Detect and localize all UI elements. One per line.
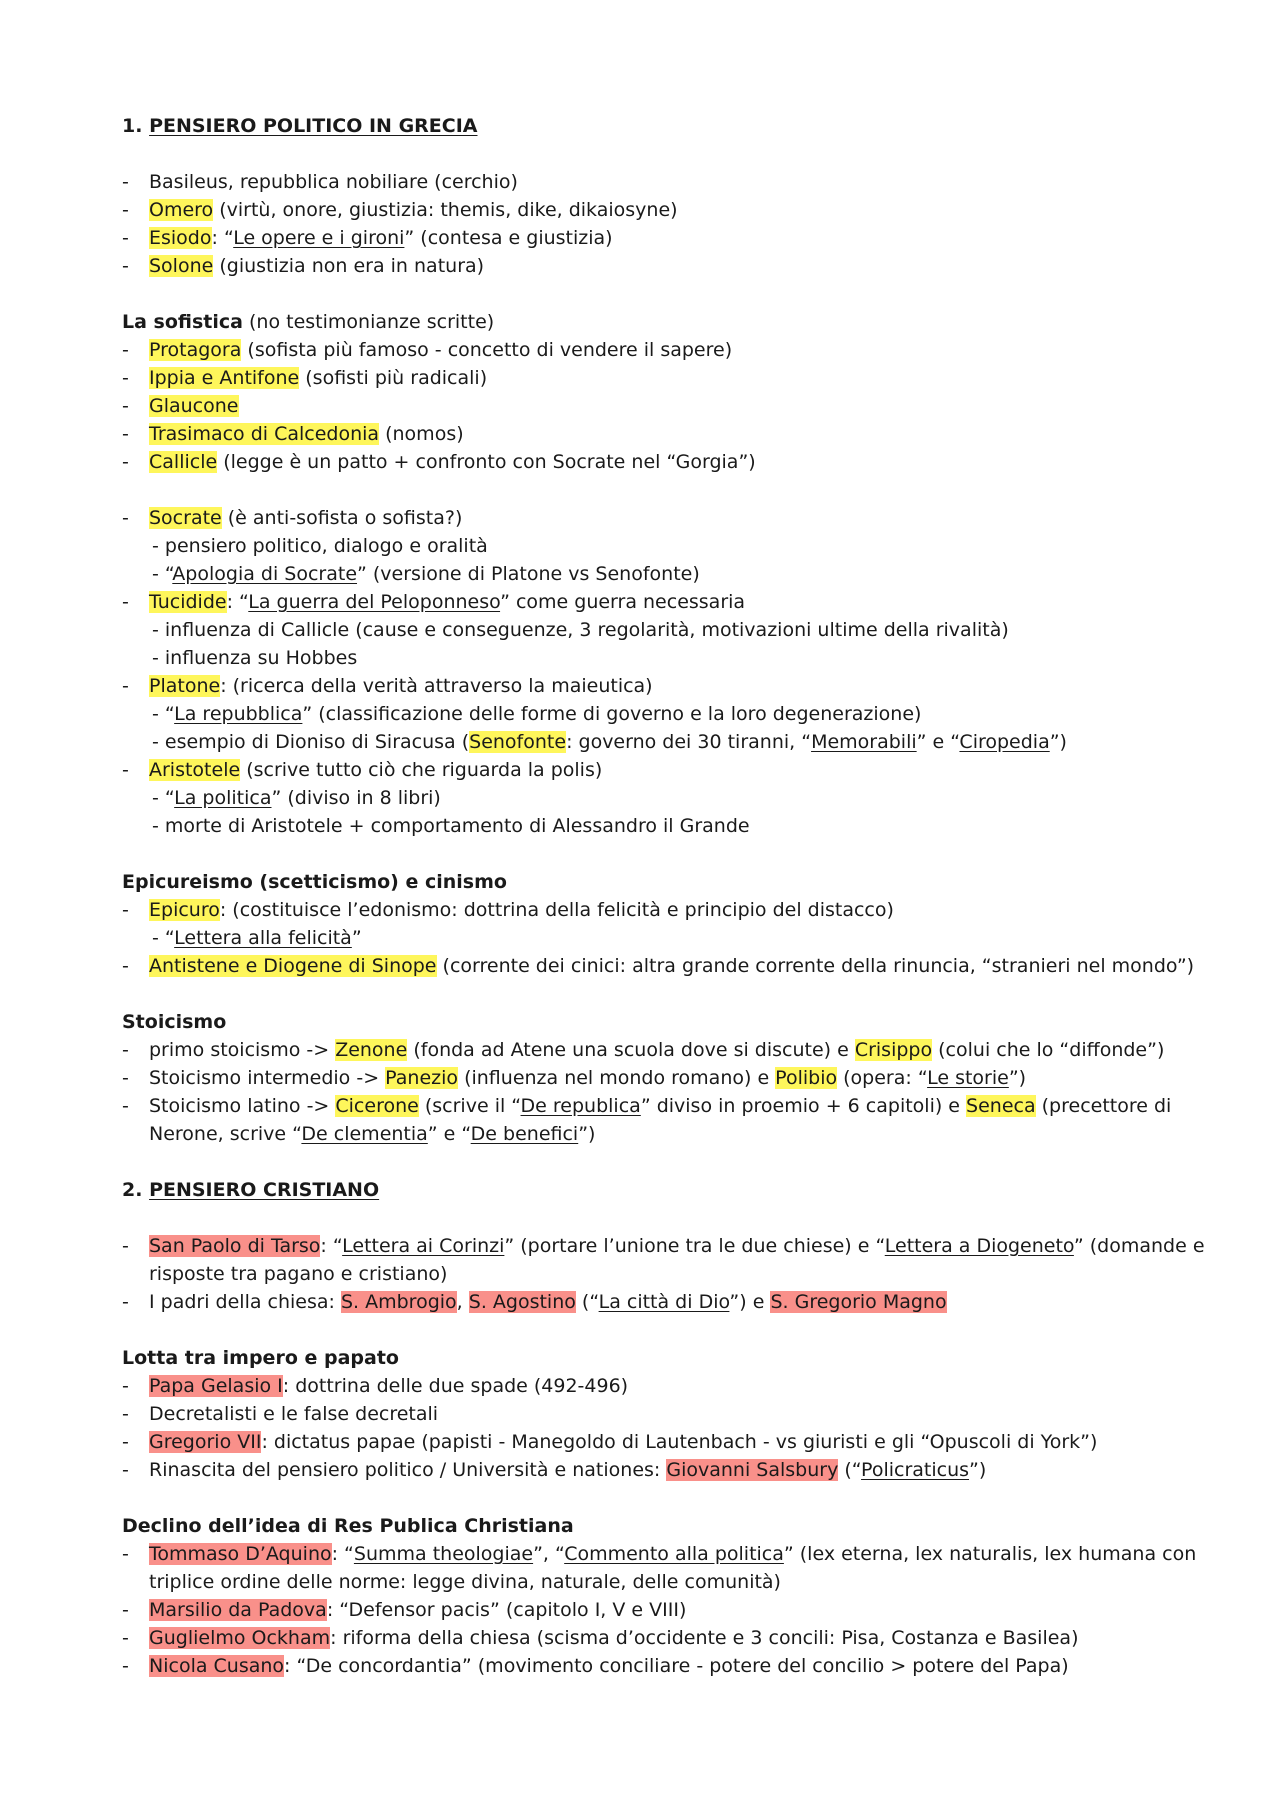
text-segment: ” e “: [916, 731, 960, 753]
text-segment: - “: [152, 563, 173, 585]
text-segment: - pensiero politico, dialogo e oralità: [152, 535, 488, 557]
work-title: Ciropedia: [959, 731, 1050, 753]
bullet-dash: -: [122, 255, 129, 277]
highlighted-name: Cicerone: [335, 1095, 419, 1117]
text-segment: (sofisti più radicali): [299, 367, 488, 389]
text-segment: : “Defensor pacis” (capitolo I, V e VIII): [326, 1599, 687, 1621]
work-title: La guerra del Peloponneso: [248, 591, 501, 613]
work-title: Memorabili: [811, 731, 917, 753]
highlighted-name: Marsilio da Padova: [149, 1599, 327, 1621]
bullet-item: [122, 952, 1195, 980]
highlighted-name: Esiodo: [149, 227, 212, 249]
highlighted-name: Glaucone: [149, 395, 239, 417]
bullet-dash: -: [122, 199, 129, 221]
section-heading: [122, 112, 1172, 140]
bullet-dash: -: [122, 1543, 129, 1565]
highlighted-name: Trasimaco di Calcedonia: [149, 423, 380, 445]
sub-bullet-item: [122, 728, 1172, 756]
highlighted-name: Callicle: [149, 451, 218, 473]
work-title: Le opere e i gironi: [233, 227, 405, 249]
text-segment: ” (contesa e giustizia): [404, 227, 613, 249]
bullet-dash: -: [122, 1459, 129, 1481]
bullet-item: [122, 1624, 1172, 1652]
text-segment: : riforma della chiesa (scisma d’occidente e 3 concili: Pisa, Costanza e Basilea): [330, 1627, 1079, 1649]
sub-bullet-item: [122, 644, 1172, 672]
bullet-continuation: [122, 1260, 1172, 1288]
text-segment: Decretalisti e le false decretali: [149, 1403, 439, 1425]
text-segment: 2.: [122, 1179, 150, 1201]
subheading: [122, 1512, 1172, 1540]
bullet-item: [122, 1596, 1172, 1624]
text-segment: 1.: [122, 115, 150, 137]
bullet-item: [122, 196, 1172, 224]
bullet-item: [122, 1288, 1172, 1316]
section-heading: [122, 1176, 1172, 1204]
text-segment: (precettore di: [1035, 1095, 1172, 1117]
bullet-dash: -: [122, 227, 129, 249]
text-segment: : dictatus papae (papisti - Manegoldo di Lautenbach - vs giuristi e gli “Opuscoli di York”): [261, 1431, 1098, 1453]
bullet-dash: -: [122, 1067, 129, 1089]
bullet-item: [122, 252, 1172, 280]
work-title: Lettera a Diogeneto: [884, 1235, 1074, 1257]
blank-line: [122, 140, 1172, 168]
work-title: Le storie: [927, 1067, 1009, 1089]
text-segment: : “: [226, 591, 249, 613]
bullet-item: [122, 1428, 1172, 1456]
text-segment: (opera: “: [837, 1067, 928, 1089]
work-title: La città di Dio: [598, 1291, 730, 1313]
highlighted-name: Senofonte: [469, 731, 567, 753]
text-segment: ” come guerra necessaria: [500, 591, 746, 613]
text-segment: : “: [320, 1235, 343, 1257]
text-segment: (nomos): [379, 423, 464, 445]
document-page: [122, 112, 1205, 1680]
bullet-item: [122, 448, 1172, 476]
highlighted-name: Solone: [149, 255, 214, 277]
bullet-item: [122, 672, 1172, 700]
text-segment: : “De concordantia” (movimento conciliare - potere del concilio > potere del Papa): [284, 1655, 1069, 1677]
highlighted-name: Ippia e Antifone: [149, 367, 300, 389]
bullet-dash: -: [122, 451, 129, 473]
highlighted-name: Papa Gelasio I: [149, 1375, 283, 1397]
bullet-dash: -: [122, 1235, 129, 1257]
bullet-item: [122, 224, 1172, 252]
text-segment: - morte di Aristotele + comportamento di Alessandro il Grande: [152, 815, 750, 837]
work-title: La repubblica: [174, 703, 303, 725]
highlighted-name: Aristotele: [149, 759, 241, 781]
text-segment: primo stoicismo ->: [149, 1039, 336, 1061]
text-segment: Nerone, scrive “: [149, 1123, 302, 1145]
work-title: Summa theologiae: [353, 1543, 534, 1565]
highlighted-name: Socrate: [149, 507, 222, 529]
highlighted-name: Panezio: [385, 1067, 459, 1089]
blank-line: [122, 840, 1172, 868]
highlighted-name: Tucidide: [149, 591, 227, 613]
text-segment: risposte tra pagano e cristiano): [149, 1263, 448, 1285]
text-segment: ” (portare l’unione tra le due chiese) e “: [504, 1235, 885, 1257]
bullet-item: [122, 168, 1172, 196]
highlighted-name: Gregorio VII: [149, 1431, 262, 1453]
work-title: PENSIERO CRISTIANO: [149, 1179, 380, 1201]
bullet-item: [122, 1064, 1172, 1092]
text-segment: (“: [575, 1291, 599, 1313]
highlighted-name: Antistene e Diogene di Sinope: [149, 955, 437, 977]
bullet-item: [122, 1036, 1172, 1064]
subheading: [122, 1344, 1172, 1372]
text-segment: - influenza su Hobbes: [152, 647, 358, 669]
subheading: [122, 1008, 1172, 1036]
subheading: [122, 868, 1172, 896]
bullet-dash: -: [122, 507, 129, 529]
highlighted-name: Platone: [149, 675, 221, 697]
text-segment: (virtù, onore, giustizia: themis, dike, dikaiosyne): [213, 199, 678, 221]
bullet-item: [122, 392, 1172, 420]
text-segment: ”): [969, 1459, 987, 1481]
text-segment: ”: [351, 927, 362, 949]
text-segment: ,: [456, 1291, 469, 1313]
work-title: De benefici: [470, 1123, 579, 1145]
work-title: Commento alla politica: [564, 1543, 784, 1565]
text-segment: (giustizia non era in natura): [213, 255, 485, 277]
bullet-dash: -: [122, 1599, 129, 1621]
highlighted-name: S. Ambrogio: [340, 1291, 457, 1313]
text-segment: I padri della chiesa:: [149, 1291, 341, 1313]
text-segment: : (costituisce l’edonismo: dottrina della felicità e principio del distacco): [219, 899, 894, 921]
text-segment: Basileus, repubblica nobiliare (cerchio): [149, 171, 518, 193]
blank-line: [122, 280, 1172, 308]
text-segment: : governo dei 30 tiranni, “: [566, 731, 812, 753]
text-segment: - “: [152, 927, 175, 949]
text-segment: (colui che lo “diffonde”): [932, 1039, 1165, 1061]
text-segment: - esempio di Dioniso di Siracusa (: [152, 731, 470, 753]
text-segment: (scrive tutto ciò che riguarda la polis): [240, 759, 603, 781]
text-segment: ”, “: [533, 1543, 565, 1565]
bullet-item: [122, 364, 1172, 392]
text-segment: ” e “: [427, 1123, 471, 1145]
text-segment: ” (diviso in 8 libri): [271, 787, 441, 809]
bullet-continuation: [122, 1568, 1172, 1596]
text-segment: triplice ordine delle norme: legge divina, naturale, delle comunità): [149, 1571, 781, 1593]
text-segment: Rinascita del pensiero politico / Università e nationes:: [149, 1459, 667, 1481]
bullet-dash: -: [122, 1403, 129, 1425]
text-segment: : (ricerca della verità attraverso la maieutica): [220, 675, 653, 697]
bullet-item: [122, 1232, 1205, 1260]
text-segment: - “: [152, 703, 175, 725]
text-segment: ”): [578, 1123, 596, 1145]
paragraph-line: [122, 308, 1172, 336]
bullet-dash: -: [122, 955, 129, 977]
text-segment: (corrente dei cinici: altra grande corrente della rinuncia, “stranieri nel mondo”): [436, 955, 1195, 977]
bullet-dash: -: [122, 759, 129, 781]
blank-line: [122, 476, 1172, 504]
bullet-item: [122, 504, 1172, 532]
text-segment: ” (classificazione delle forme di governo e la loro degenerazione): [302, 703, 922, 725]
text-segment: Lotta tra impero e papato: [122, 1347, 399, 1369]
highlighted-name: Nicola Cusano: [149, 1655, 285, 1677]
text-segment: (sofista più famoso - concetto di vendere il sapere): [241, 339, 733, 361]
highlighted-name: S. Gregorio Magno: [770, 1291, 947, 1313]
work-title: Policraticus: [861, 1459, 970, 1481]
highlighted-name: Epicuro: [149, 899, 220, 921]
bullet-dash: -: [122, 1655, 129, 1677]
text-segment: Epicureismo (scetticismo) e cinismo: [122, 871, 507, 893]
text-segment: ”): [1049, 731, 1067, 753]
bullet-item: [122, 1400, 1172, 1428]
text-segment: ” (lex eterna, lex naturalis, lex humana con: [783, 1543, 1197, 1565]
highlighted-name: Zenone: [335, 1039, 408, 1061]
bullet-dash: -: [122, 339, 129, 361]
bullet-dash: -: [122, 1431, 129, 1453]
sub-bullet-item: [122, 616, 1172, 644]
text-segment: (scrive il “: [418, 1095, 521, 1117]
bold-label: La sofistica: [122, 311, 243, 333]
blank-line: [122, 1204, 1172, 1232]
sub-bullet-item: [122, 532, 1172, 560]
bullet-dash: -: [122, 367, 129, 389]
bullet-dash: -: [122, 423, 129, 445]
text-segment: (“: [838, 1459, 862, 1481]
sub-bullet-item: [122, 924, 1172, 952]
sub-bullet-item: [122, 560, 1172, 588]
bullet-dash: -: [122, 899, 129, 921]
work-title: Lettera alla felicità: [174, 927, 352, 949]
text-segment: (fonda ad Atene una scuola dove si discute) e: [407, 1039, 855, 1061]
highlighted-name: S. Agostino: [468, 1291, 576, 1313]
bullet-item: [122, 756, 1172, 784]
bullet-dash: -: [122, 395, 129, 417]
text-segment: ”) e: [729, 1291, 771, 1313]
sub-bullet-item: [122, 700, 1172, 728]
bullet-dash: -: [122, 675, 129, 697]
work-title: La politica: [174, 787, 272, 809]
text-segment: Stoicismo latino ->: [149, 1095, 336, 1117]
text-segment: (legge è un patto + confronto con Socrate nel “Gorgia”): [217, 451, 756, 473]
text-segment: (influenza nel mondo romano) e: [458, 1067, 776, 1089]
text-segment: ” (domande e: [1073, 1235, 1205, 1257]
bullet-dash: -: [122, 1039, 129, 1061]
text-segment: (è anti-sofista o sofista?): [221, 507, 463, 529]
bullet-item: [122, 1372, 1172, 1400]
highlighted-name: Crisippo: [854, 1039, 933, 1061]
blank-line: [122, 1148, 1172, 1176]
blank-line: [122, 1316, 1172, 1344]
blank-line: [122, 980, 1172, 1008]
bullet-dash: -: [122, 1627, 129, 1649]
bullet-dash: -: [122, 1375, 129, 1397]
text-segment: : “: [331, 1543, 354, 1565]
bullet-item: [122, 588, 1172, 616]
sub-bullet-item: [122, 784, 1172, 812]
highlighted-name: Giovanni Salsbury: [666, 1459, 839, 1481]
bullet-dash: -: [122, 1291, 129, 1313]
text-segment: - influenza di Callicle (cause e conseguenze, 3 regolarità, motivazioni ultime della rivalità): [152, 619, 1009, 641]
highlighted-name: Polibio: [775, 1067, 838, 1089]
bullet-item: [122, 420, 1172, 448]
text-segment: ” (versione di Platone vs Senofonte): [357, 563, 700, 585]
bullet-item: [122, 1540, 1197, 1568]
highlighted-name: Tommaso D’Aquino: [149, 1543, 332, 1565]
text-segment: ” diviso in proemio + 6 capitoli) e: [640, 1095, 967, 1117]
text-segment: ”): [1008, 1067, 1027, 1089]
work-title: Lettera ai Corinzi: [342, 1235, 505, 1257]
work-title: PENSIERO POLITICO IN GRECIA: [149, 115, 478, 137]
bullet-dash: -: [122, 171, 129, 193]
text-segment: : “: [211, 227, 234, 249]
bullet-continuation: [122, 1120, 1172, 1148]
work-title: De republica: [520, 1095, 641, 1117]
work-title: De clementia: [301, 1123, 428, 1145]
highlighted-name: Seneca: [966, 1095, 1036, 1117]
highlighted-name: San Paolo di Tarso: [149, 1235, 321, 1257]
bullet-item: [122, 1652, 1172, 1680]
blank-line: [122, 1484, 1172, 1512]
bullet-dash: -: [122, 591, 129, 613]
bullet-item: [122, 336, 1172, 364]
text-segment: Declino dell’idea di Res Publica Christiana: [122, 1515, 574, 1537]
bullet-item: [122, 896, 1172, 924]
highlighted-name: Guglielmo Ockham: [149, 1627, 331, 1649]
bullet-dash: -: [122, 1095, 129, 1117]
highlighted-name: Omero: [149, 199, 214, 221]
text-segment: : dottrina delle due spade (492-496): [282, 1375, 629, 1397]
work-title: Apologia di Socrate: [172, 563, 358, 585]
text-segment: (no testimonianze scritte): [242, 311, 495, 333]
bullet-item: [122, 1092, 1172, 1120]
text-segment: Stoicismo intermedio ->: [149, 1067, 386, 1089]
sub-bullet-item: [122, 812, 1172, 840]
text-segment: - “: [152, 787, 175, 809]
bullet-item: [122, 1456, 1172, 1484]
highlighted-name: Protagora: [149, 339, 242, 361]
text-segment: Stoicismo: [122, 1011, 227, 1033]
